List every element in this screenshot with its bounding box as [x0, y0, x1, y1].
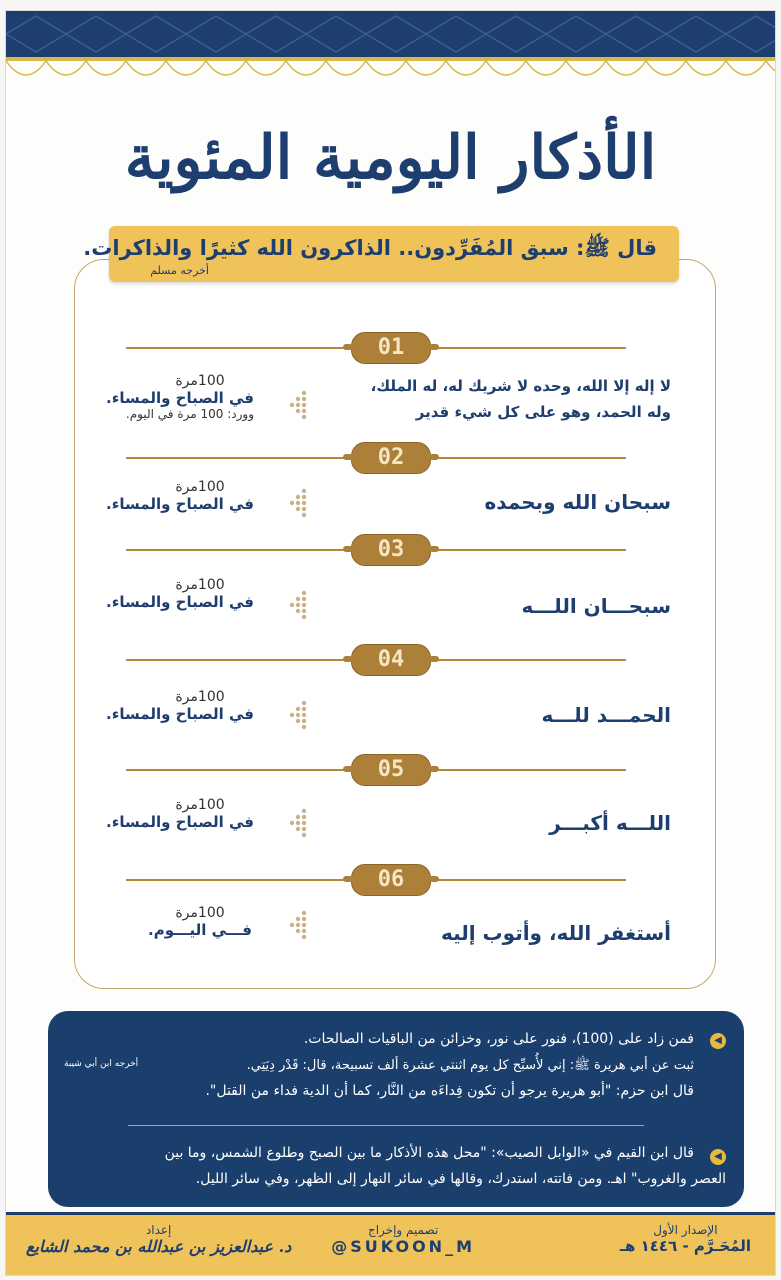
chevron-dots-icon [282, 699, 312, 735]
dhikr-text: سبحـــان اللـــه [521, 594, 671, 618]
page-title: الأذكار اليومية المئوية [124, 123, 657, 193]
notes-divider [128, 1125, 644, 1126]
dhikr-count [106, 373, 254, 421]
count-number: 100مرة [175, 479, 225, 495]
design-label: تصميم وإخراج [367, 1223, 439, 1237]
edition-info [620, 1223, 751, 1255]
note-line: قال ابن القيم في «الوابل الصيب»: "محل هذه الأذكار ما بين الصبح وطلوع الشمس، وما بين [164, 1145, 694, 1161]
item-number-badge: 03 [351, 534, 431, 566]
chevron-dots-icon [282, 389, 312, 425]
footer [6, 1212, 775, 1275]
dhikr-text: أستغفر الله، وأتوب إليه [440, 921, 671, 945]
note-line: فمن زاد على (100)، فنور على نور، وخزائن من الباقيات الصالحات. [303, 1031, 694, 1047]
prep-label: إعداد [145, 1223, 172, 1237]
count-number: 100مرة [175, 577, 225, 593]
note-source: أخرجه ابن أبي شيبة [64, 1059, 139, 1069]
notes-box [48, 1011, 744, 1207]
dhikr-text: اللـــه أكبـــر [549, 811, 671, 835]
chevron-dots-icon [282, 807, 312, 843]
count-time: في الصباح والمساء. [106, 705, 254, 723]
play-bullet-icon: ◀ [710, 1033, 726, 1049]
design-handle: @SUKOON_M [331, 1237, 475, 1256]
count-number: 100مرة [175, 373, 225, 389]
design-credit [331, 1223, 475, 1256]
prep-signature: د. عبدالعزيز بن عبدالله بن محمد الشايع [26, 1237, 292, 1256]
dhikr-count [146, 905, 254, 939]
count-time: فـــي اليـــوم. [148, 921, 252, 939]
item-number-badge: 06 [351, 864, 431, 896]
play-bullet-icon: ◀ [710, 1149, 726, 1165]
edition-date: المُحَـرَّم - ١٤٤٦ هـ [619, 1237, 751, 1255]
dhikr-count [106, 689, 254, 723]
count-extra: وورد: 100 مرة في اليوم. [125, 407, 254, 421]
scallop-ornament-icon [6, 61, 775, 91]
note-line: ثبت عن أبي هريرة ﷺ: إني لأُسبِّح كل يوم اثنتي عشرة ألف تسبيحة، قال: قَدْر دِيَتِي. [246, 1058, 694, 1073]
dhikr-text: سبحان الله وبحمده [484, 490, 671, 514]
chevron-dots-icon [282, 487, 312, 523]
item-number-badge: 02 [351, 442, 431, 474]
count-number: 100مرة [175, 689, 225, 705]
count-time: في الصباح والمساء. [106, 593, 254, 611]
count-number: 100مرة [175, 905, 225, 921]
top-ornament-band [6, 11, 775, 57]
item-number-badge: 04 [351, 644, 431, 676]
chevron-dots-icon [282, 589, 312, 625]
dhikr-line: لا إله إلا الله، وحده لا شريك له، له الملك، [370, 377, 671, 395]
dhikr-line: وله الحمد، وهو على كل شيء قدير [415, 403, 671, 421]
note-line: قال ابن حزم: "أبو هريرة يرجو أن تكون فِداءَه من النَّار، كما أن الدية فداء من القتل". [205, 1083, 694, 1099]
chevron-dots-icon [282, 909, 312, 945]
count-number: 100مرة [175, 797, 225, 813]
edition-label: الإصدار الأول [653, 1223, 718, 1237]
hadith-source: أخرجه مسلم [150, 264, 209, 277]
preparer-credit [26, 1223, 291, 1256]
item-number-badge: 01 [351, 332, 431, 364]
dhikr-text: الحمـــد للـــه [541, 703, 671, 727]
dhikr-text [371, 373, 671, 425]
dhikr-count [106, 479, 254, 513]
count-time: في الصباح والمساء. [106, 389, 254, 407]
item-number-badge: 05 [351, 754, 431, 786]
hadith-banner [83, 226, 679, 282]
note-line: العصر والغروب" اهـ. ومن فاتته، استدرك، وقالها في سائر النهار إلى الظهر، وفي سائر الليل. [195, 1171, 726, 1187]
dhikr-count [106, 577, 254, 611]
dhikr-count [106, 797, 254, 831]
hadith-text: قال ﷺ: سبق المُفَرِّدون.. الذاكرون الله كثيرًا والذاكرات. [83, 236, 657, 260]
geometric-pattern-icon [6, 11, 776, 57]
count-time: في الصباح والمساء. [106, 813, 254, 831]
page [5, 10, 776, 1276]
count-time: في الصباح والمساء. [106, 495, 254, 513]
